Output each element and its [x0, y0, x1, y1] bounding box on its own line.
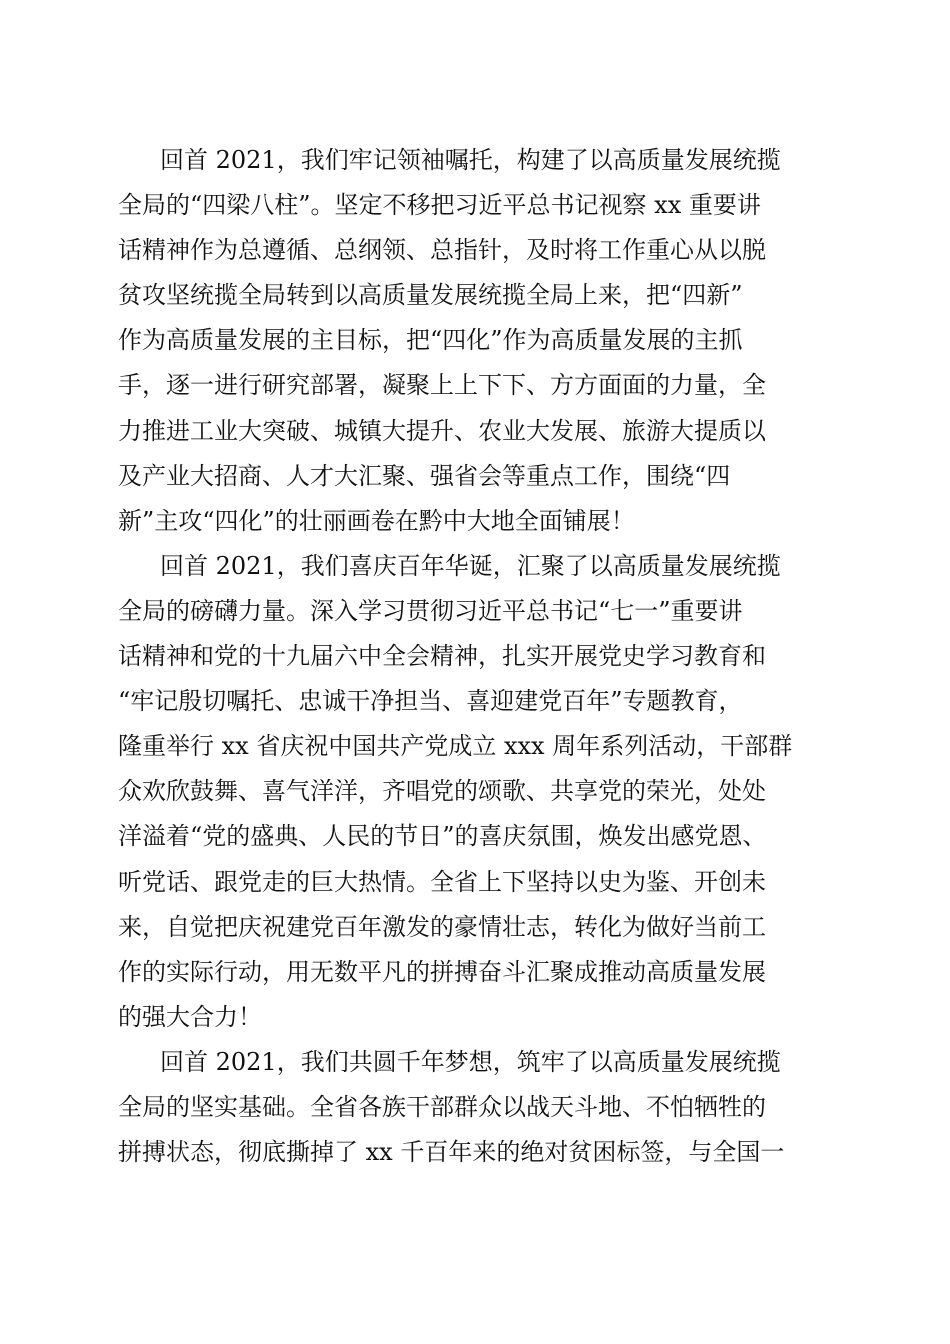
text-line: 听党话、跟党走的巨大热情。全省上下坚持以史为鉴、开创未	[118, 867, 766, 896]
text-line: 的强大合力！	[118, 1002, 262, 1031]
text-line: 话精神和党的十九届六中全会精神，扎实开展党史学习教育和	[118, 642, 766, 671]
text-line: “牢记殷切嘱托、忠诚干净担当、喜迎建党百年”专题教育，	[118, 687, 743, 716]
text-line: 手，逐一进行研究部署，凝聚上上下下、方方面面的力量，全	[118, 371, 766, 400]
text-line: 及产业大招商、人才大汇聚、强省会等重点工作，围绕“四	[118, 461, 731, 490]
text-line: 来，自觉把庆祝建党百年激发的豪情壮志，转化为做好当前工	[118, 912, 766, 941]
paragraph-2	[118, 544, 838, 1040]
paragraph-1	[118, 138, 838, 544]
text-line: 全局的磅礴力量。深入学习贯彻习近平总书记“七一”重要讲	[118, 596, 743, 625]
text-line: 话精神作为总遵循、总纲领、总指针，及时将工作重心从以脱	[118, 236, 766, 265]
text-line: 力推进工业大突破、城镇大提升、农业大发展、旅游大提质以	[118, 416, 766, 445]
paragraph-3	[118, 1040, 838, 1175]
text-line: 全局的“四梁八柱”。坚定不移把习近平总书记视察 xx 重要讲	[118, 191, 761, 220]
text-line: 全局的坚实基础。全省各族干部群众以战天斗地、不怕牺牲的	[118, 1092, 766, 1121]
text-line: 作的实际行动，用无数平凡的拼搏奋斗汇聚成推动高质量发展	[118, 957, 766, 986]
text-line: 回首 2021，我们喜庆百年华诞，汇聚了以高质量发展统揽	[160, 551, 781, 580]
text-line: 众欢欣鼓舞、喜气洋洋，齐唱党的颂歌、共享党的荣光，处处	[118, 777, 766, 806]
text-line: 隆重举行 xx 省庆祝中国共产党成立 xxx 周年系列活动，干部群	[118, 732, 793, 761]
text-line: 新”主攻“四化”的壮丽画卷在黔中大地全面铺展！	[118, 506, 635, 535]
text-line: 回首 2021，我们共圆千年梦想，筑牢了以高质量发展统揽	[160, 1047, 781, 1076]
document-body	[118, 138, 838, 1175]
text-line: 拼搏状态，彻底撕掉了 xx 千百年来的绝对贫困标签，与全国一	[118, 1138, 785, 1167]
text-line: 回首 2021，我们牢记领袖嘱托，构建了以高质量发展统揽	[160, 146, 781, 174]
text-line: 洋溢着“党的盛典、人民的节日”的喜庆氛围，焕发出感党恩、	[118, 822, 767, 851]
text-line: 作为高质量发展的主目标，把“四化”作为高质量发展的主抓	[118, 326, 743, 355]
text-line: 贫攻坚统揽全局转到以高质量发展统揽全局上来，把“四新”	[118, 281, 743, 310]
